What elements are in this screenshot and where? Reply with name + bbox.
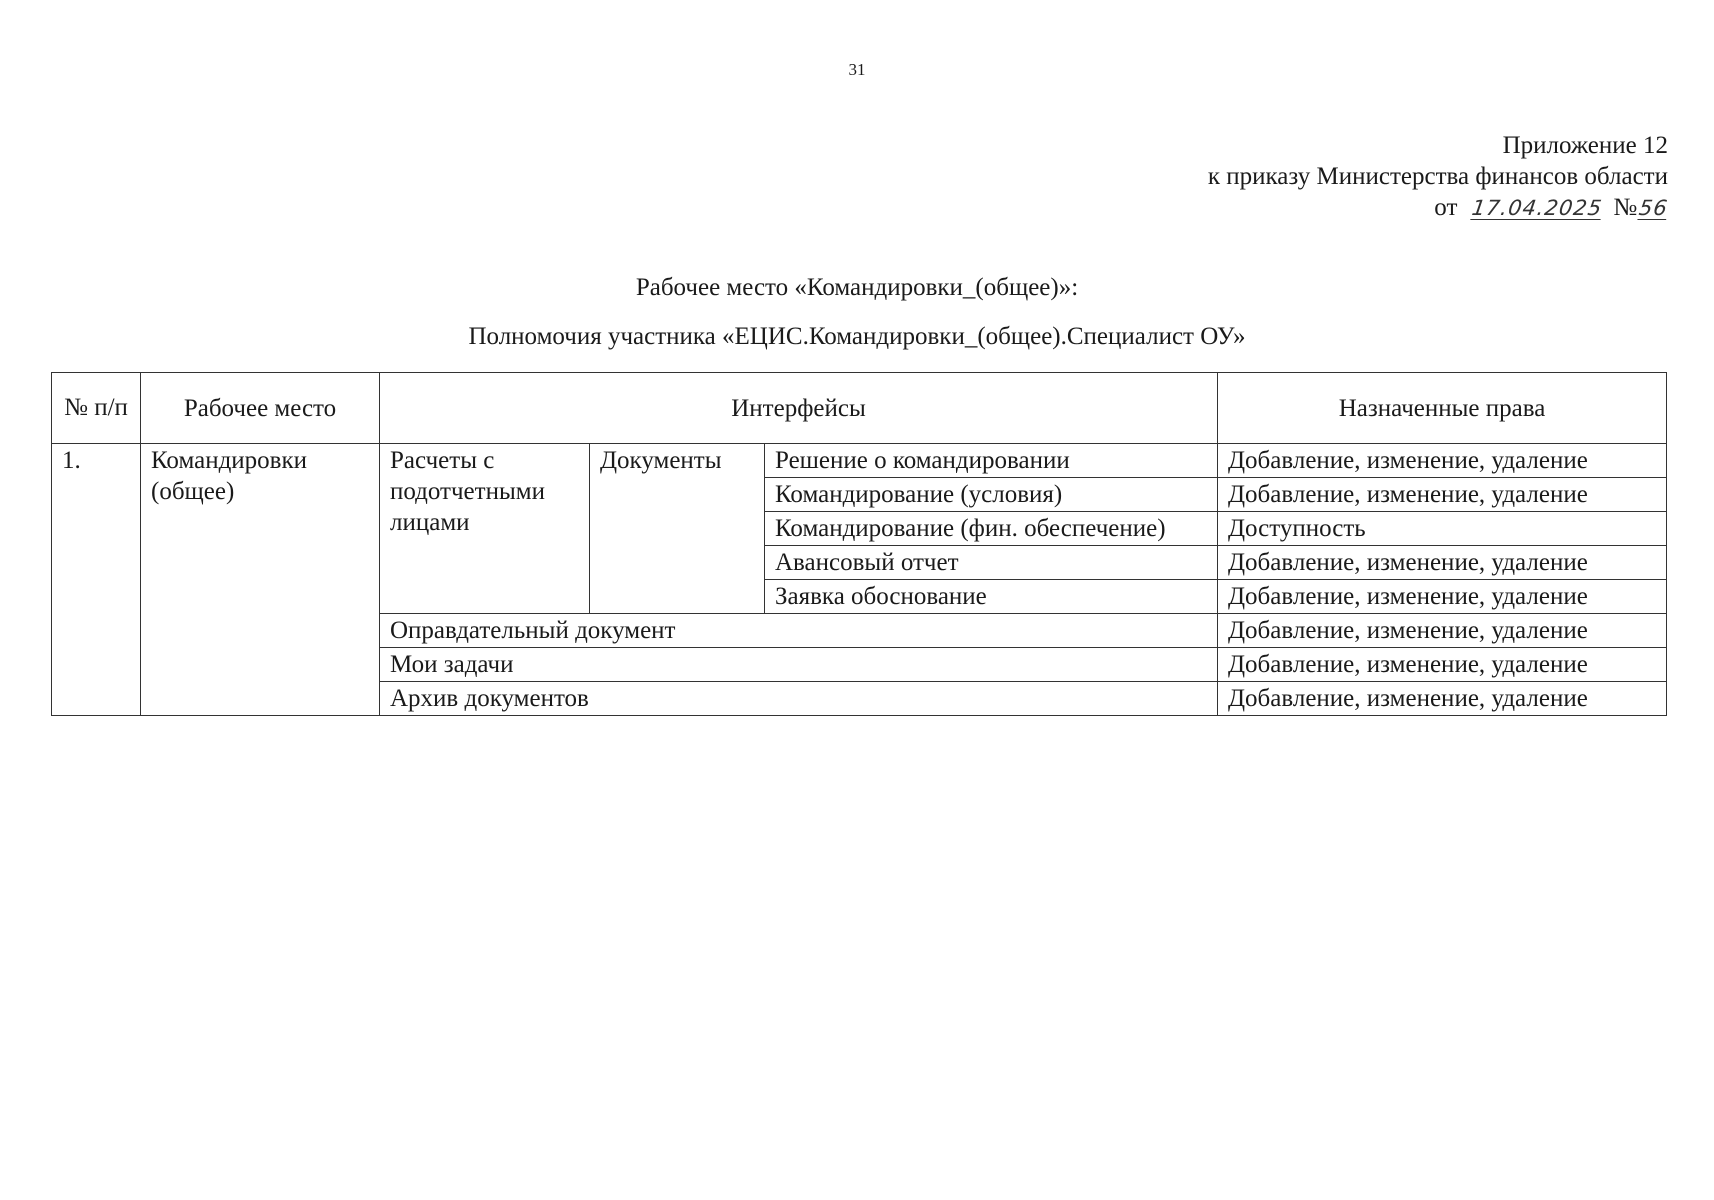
handwritten-date: 17.04.2025: [1470, 196, 1605, 220]
cell-rights: Доступность: [1218, 512, 1667, 546]
cell-rights: Добавление, изменение, удаление: [1218, 614, 1667, 648]
cell-workplace: Командировки (общее): [141, 444, 380, 716]
rights-title: Полномочия участника «ЕЦИС.Командировки_(общее).Специалист ОУ»: [468, 323, 1246, 350]
cell-rights: Добавление, изменение, удаление: [1218, 444, 1667, 478]
cell-interface: Оправдательный документ: [380, 614, 1218, 648]
header-interfaces: Интерфейсы: [380, 373, 1218, 444]
appendix-number: Приложение 12: [1502, 132, 1668, 159]
cell-rights: Добавление, изменение, удаление: [1218, 648, 1667, 682]
table-row: [52, 444, 1667, 478]
workplace-title: Рабочее место «Командировки_(общее)»:: [635, 274, 1079, 301]
table-header-row: [52, 373, 1667, 444]
cell-interface: Решение о командировании: [765, 444, 1218, 478]
cell-group-level2: Документы: [590, 444, 765, 614]
cell-rights: Добавление, изменение, удаление: [1218, 546, 1667, 580]
header-workplace: Рабочее место: [141, 373, 380, 444]
header-rights: Назначенные права: [1218, 373, 1667, 444]
rights-table: [51, 372, 1667, 716]
cell-rights: Добавление, изменение, удаление: [1218, 682, 1667, 716]
page-number: 31: [848, 60, 866, 79]
date-prefix: от: [1434, 194, 1458, 221]
cell-interface: Авансовый отчет: [765, 546, 1218, 580]
appendix-order-reference: к приказу Министерства финансов области: [1207, 163, 1668, 190]
appendix-header: [1208, 130, 1668, 224]
cell-rights: Добавление, изменение, удаление: [1218, 580, 1667, 614]
cell-interface: Командирование (условия): [765, 478, 1218, 512]
cell-interface: Мои задачи: [380, 648, 1218, 682]
appendix-date-line: [1208, 192, 1668, 224]
handwritten-order-number: 56: [1637, 196, 1670, 220]
number-sign: №: [1613, 194, 1638, 221]
header-number: № п/п: [52, 373, 141, 444]
cell-row-number: 1.: [52, 444, 141, 716]
cell-rights: Добавление, изменение, удаление: [1218, 478, 1667, 512]
cell-group-level1: Расчеты с подотчетными лицами: [380, 444, 590, 614]
cell-interface: Командирование (фин. обеспечение): [765, 512, 1218, 546]
cell-interface: Архив документов: [380, 682, 1218, 716]
cell-interface: Заявка обоснование: [765, 580, 1218, 614]
